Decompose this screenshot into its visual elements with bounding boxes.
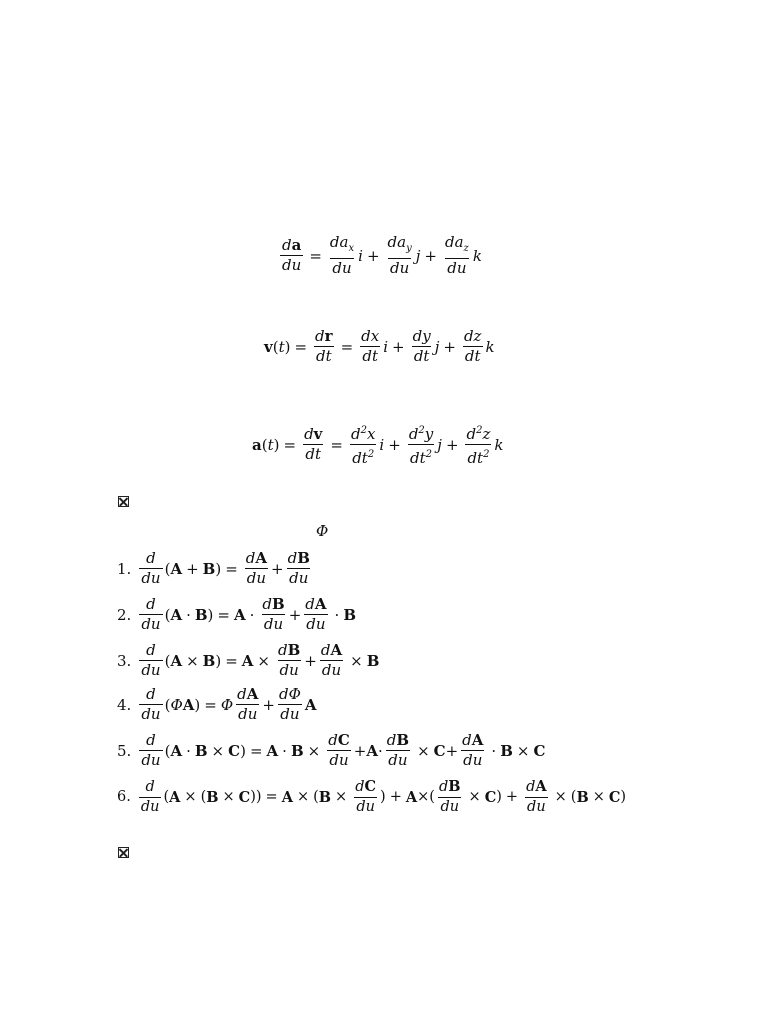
equation-acceleration: a ( t ) = $\frac{dv}{dt}$ = $\frac{d^2x}{dt^2}$ i + $\frac{d^2y}{dt^2}$ j + $\frac{d^2z}{dt^2}$ k (252, 422, 504, 467)
fraction: $\frac{dv}{dt}$ (304, 425, 323, 463)
fraction: $\frac{d^2x}{dt^2}$ (350, 425, 376, 467)
fraction: $\frac{dy}{dt}$ (412, 327, 431, 365)
fraction: $\frac{da_y}{du}$ (387, 233, 412, 277)
rule-2: 2. $\frac{d}{du}$ ( A · B ) = A · $\frac{dB}{du}$ + $\frac{dA}{du}$ · B (117, 595, 356, 633)
rule-6: 6. $\frac{d}{du}$ ( A × ( B × C )) = A × ( B × $\frac{dC}{du}$ ) + A × ( $\frac{dB}{du}$ × C ) + $\frac{dA}{du}$ × ( B × C ) (117, 778, 627, 815)
fraction: $\frac{dr}{dt}$ (315, 327, 333, 365)
fraction: $\frac{da_x}{du}$ (329, 233, 355, 277)
fraction: $\frac{da}{du}$ (282, 236, 302, 274)
equation-derivative-a: $\frac{da}{du}$ = $\frac{da_x}{du}$ i + $\frac{da_y}{du}$ j + $\frac{da_z}{du}$ k (282, 233, 482, 277)
fraction: $\frac{d^2y}{dt^2}$ (408, 425, 434, 467)
fraction: $\frac{dx}{dt}$ (361, 327, 380, 365)
fraction: $\frac{da_z}{du}$ (444, 233, 469, 277)
equation-velocity: v ( t ) = $\frac{dr}{dt}$ = $\frac{dx}{dt}$ i + $\frac{dy}{dt}$ j + $\frac{dz}{dt}$ k (264, 327, 495, 365)
fraction: $\frac{d^2z}{dt^2}$ (466, 425, 491, 467)
rule-3: 3. $\frac{d}{du}$ ( A × B ) = A × $\frac{dB}{du}$ + $\frac{dA}{du}$ × B (117, 641, 380, 679)
broken-image-icon (118, 847, 129, 858)
phi-symbol: Φ (316, 522, 329, 540)
fraction: $\frac{dz}{dt}$ (463, 327, 482, 365)
broken-image-icon (118, 496, 129, 507)
rule-4: 4. $\frac{d}{du}$ ( Φ A ) = Φ $\frac{dA}{du}$ + $\frac{d\Phi}{du}$ A (117, 685, 317, 723)
rule-1: 1. $\frac{d}{du}$ ( A + B ) = $\frac{dA}{du}$ + $\frac{dB}{du}$ (117, 549, 310, 587)
rule-5: 5. $\frac{d}{du}$ ( A · B × C ) = A · B × $\frac{dC}{du}$ + A · $\frac{dB}{du}$ × C + $\frac{dA}{du}$ · B × C (117, 731, 546, 769)
